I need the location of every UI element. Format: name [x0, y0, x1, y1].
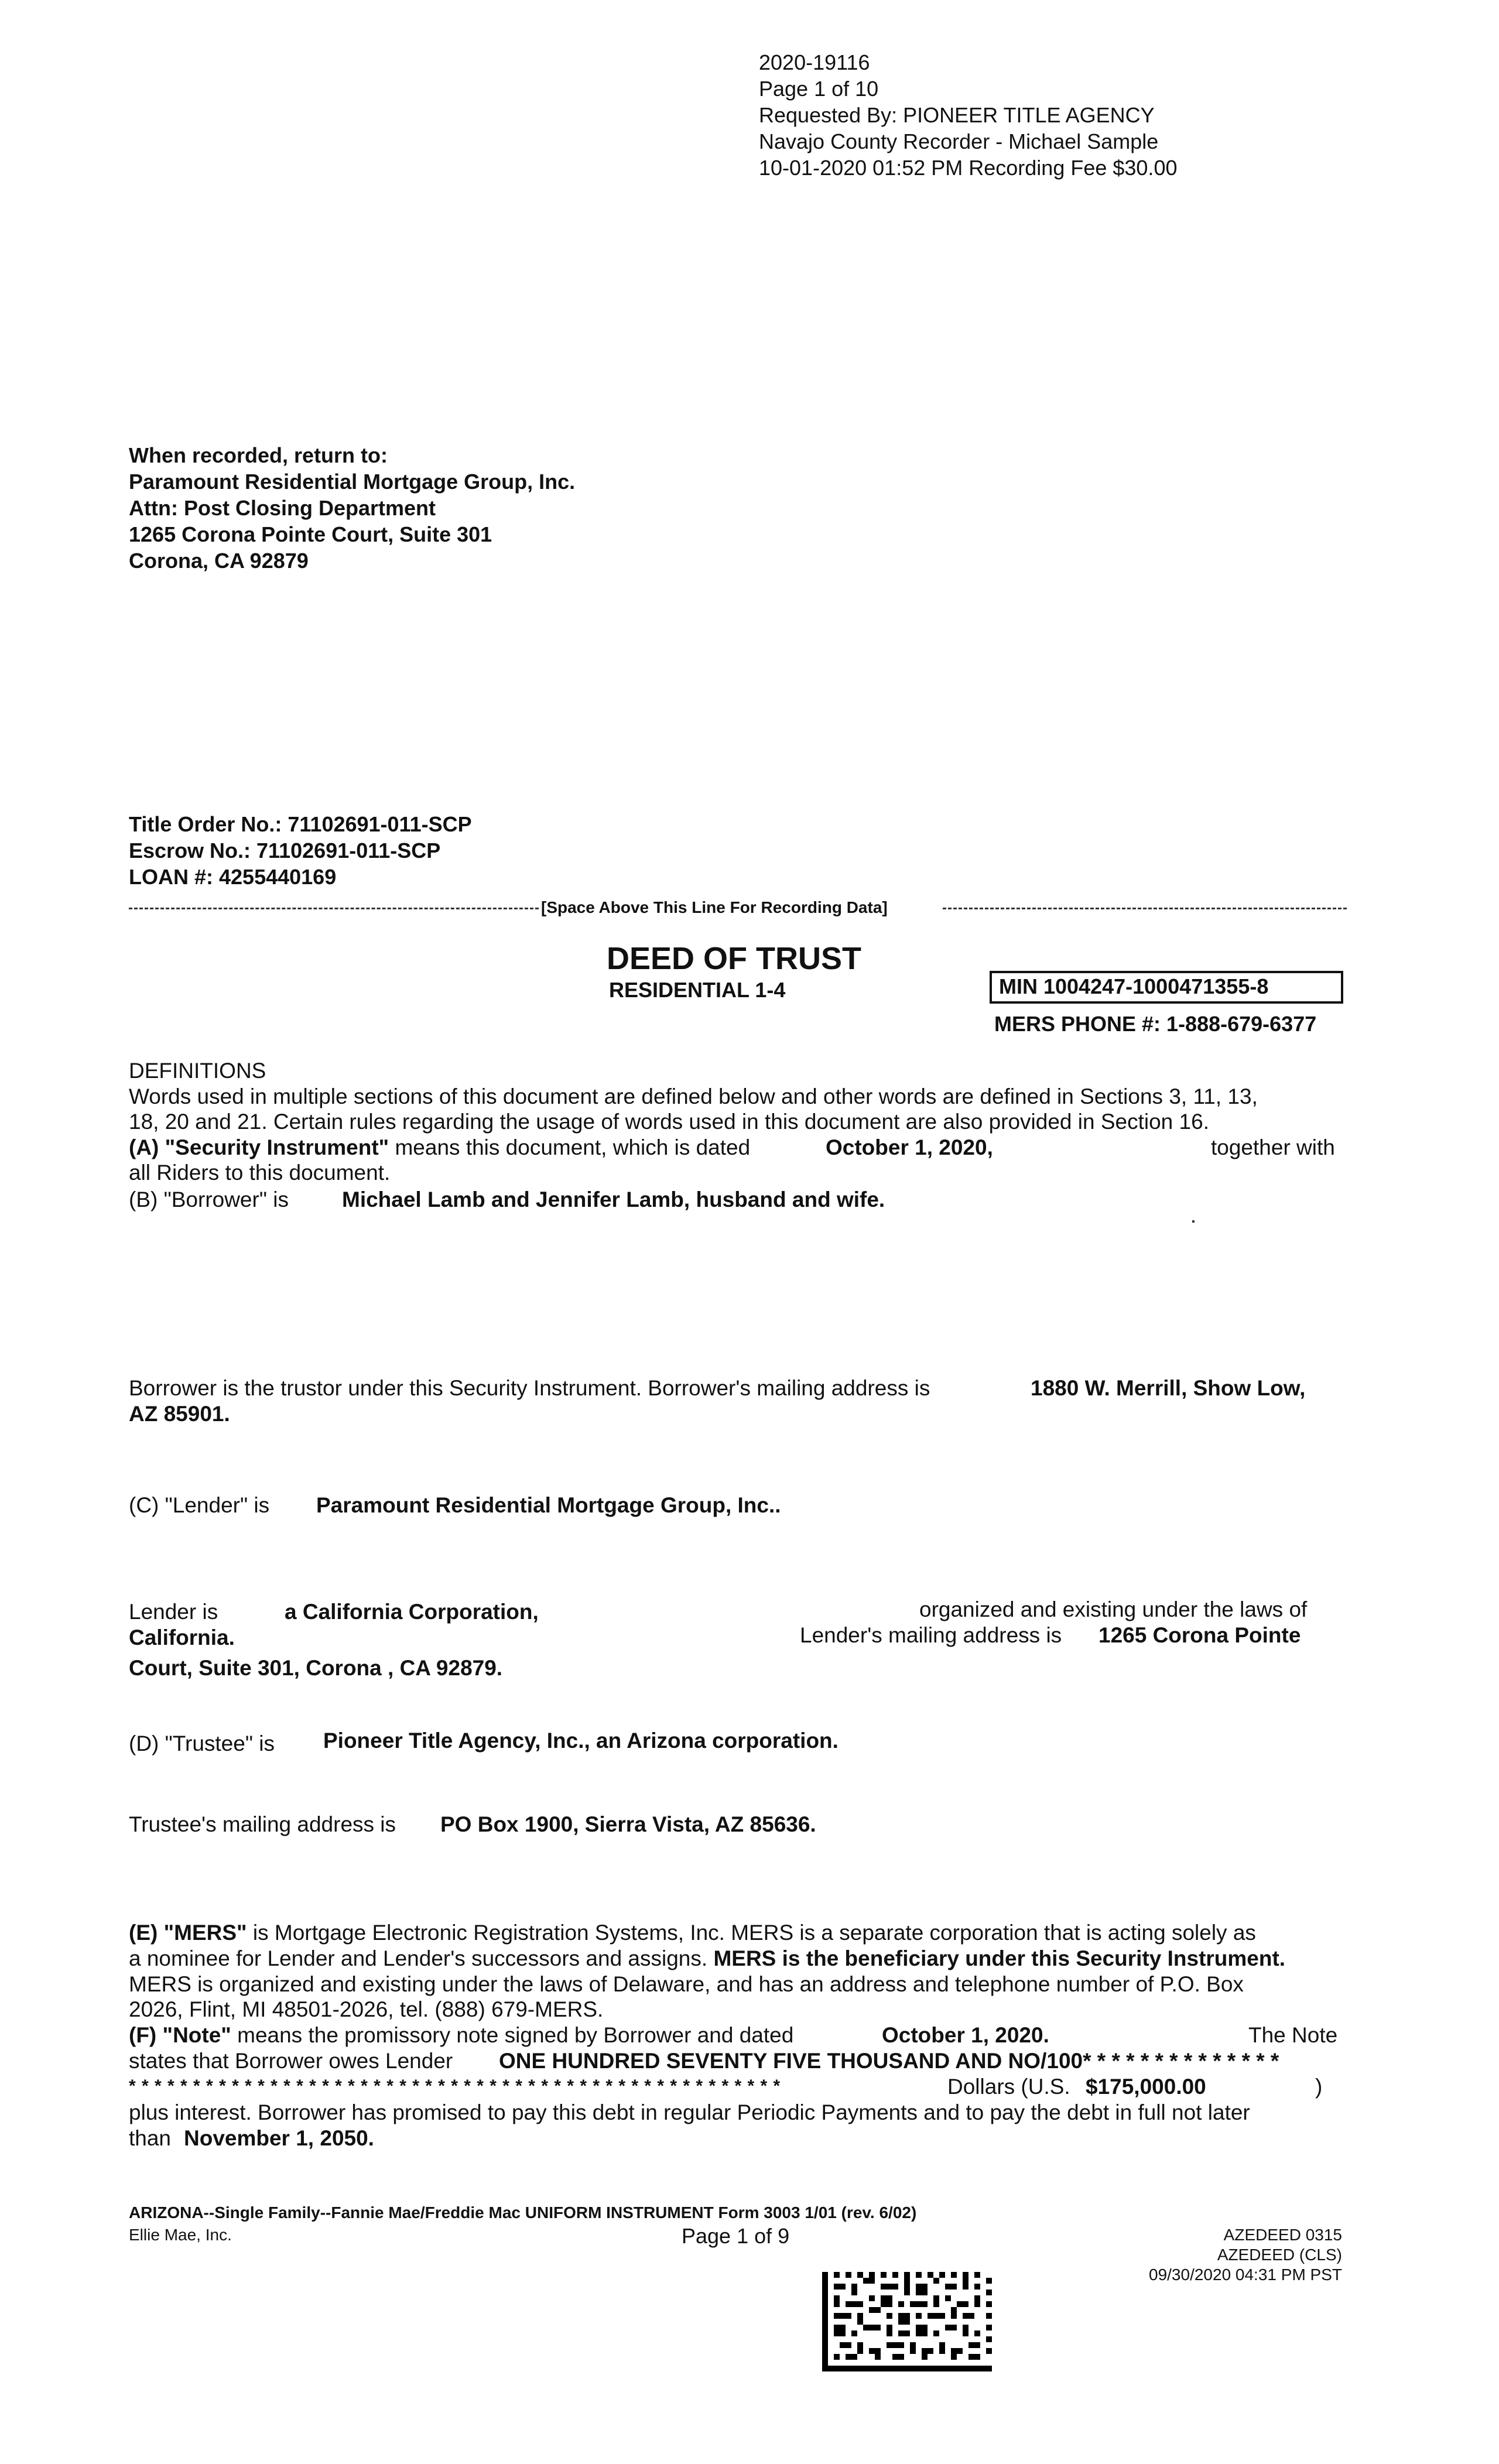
return-to-heading: When recorded, return to:: [129, 443, 388, 467]
note-date: October 1, 2020.: [882, 2023, 1049, 2047]
definition-c-line: [129, 1492, 269, 1518]
footer-form-id: ARIZONA--Single Family--Fannie Mae/Freddie Mac UNIFORM INSTRUMENT Form 3003 1/01 (rev. 6/02): [129, 2203, 917, 2222]
trustee-mailing-text: Trustee's mailing address is: [129, 1812, 396, 1836]
title-order-number: Title Order No.: 71102691-011-SCP: [129, 812, 472, 836]
definition-a-label: (A) "Security Instrument": [129, 1135, 389, 1159]
definition-b-line: [129, 1186, 289, 1213]
definition-b-is: is: [266, 1187, 289, 1212]
definition-c-label: (C) "Lender": [129, 1493, 248, 1517]
definition-e-line-4: 2026, Flint, MI 48501-2026, tel. (888) 679-MERS.: [129, 1997, 604, 2021]
definition-e-label: (E) "MERS": [129, 1921, 247, 1945]
footer-timestamp: 09/30/2020 04:31 PM PST: [1149, 2265, 1342, 2284]
definition-e-line-1: [129, 1919, 1256, 1946]
definitions-intro-line-2: 18, 20 and 21. Certain rules regarding the usage of words used in this document are also provided in Section 16.: [129, 1110, 1209, 1134]
loan-amount-words: ONE HUNDRED SEVENTY FIVE THOUSAND AND NO/100* * * * * * * * * * * * * *: [499, 2049, 1279, 2073]
definition-a-together-with: together with: [1211, 1135, 1335, 1159]
requested-by: Requested By: PIONEER TITLE AGENCY: [759, 103, 1155, 127]
space-above-line-label: [Space Above This Line For Recording Data]: [541, 898, 888, 916]
definition-f-the-note: The Note: [1248, 2023, 1338, 2047]
loan-amount: $175,000.00: [1086, 2075, 1206, 2099]
lender-name: Paramount Residential Mortgage Group, Inc..: [316, 1493, 781, 1517]
county-recorder: Navajo County Recorder - Michael Sample: [759, 129, 1159, 153]
definition-f-line-1: [129, 2022, 793, 2048]
recording-divider-right: [943, 908, 1347, 909]
borrower-names: Michael Lamb and Jennifer Lamb, husband and wife.: [342, 1187, 885, 1212]
lender-mailing-text: Lender's mailing address is: [800, 1623, 1062, 1647]
document-title: DEED OF TRUST: [607, 941, 862, 976]
dollars-label: Dollars (U.S.: [947, 2075, 1070, 2099]
definition-f-label: (F) "Note": [129, 2023, 231, 2047]
order-info-block: [129, 811, 472, 890]
recording-divider-left: [129, 908, 539, 909]
definition-b-label: (B) "Borrower": [129, 1187, 267, 1212]
definition-d-label: (D) "Trustee": [129, 1731, 253, 1755]
definition-e-text-1: is Mortgage Electronic Registration Systems, Inc. MERS is a separate corporation that is acting solely as: [247, 1921, 1256, 1945]
footer-page-number: Page 1 of 9: [682, 2224, 790, 2248]
definition-f-owes-text: states that Borrower owes Lender: [129, 2049, 453, 2073]
footer-code-2: AZEDEED (CLS): [1217, 2246, 1342, 2264]
escrow-number: Escrow No.: 71102691-011-SCP: [129, 839, 441, 863]
definition-e-line-2: [129, 1945, 1285, 1972]
loan-number: LOAN #: 4255440169: [129, 865, 337, 889]
return-to-street: 1265 Corona Pointe Court, Suite 301: [129, 522, 492, 546]
security-instrument-date: October 1, 2020,: [826, 1135, 993, 1159]
stamp-page-count: Page 1 of 10: [759, 77, 879, 101]
lender-is-label: Lender is: [129, 1600, 218, 1624]
maturity-date: November 1, 2050.: [184, 2126, 374, 2150]
datamatrix-barcode: [822, 2272, 992, 2371]
lender-address-line-2: Court, Suite 301, Corona , CA 92879.: [129, 1656, 503, 1680]
borrower-address-line-1: 1880 W. Merrill, Show Low,: [1031, 1376, 1306, 1400]
definition-d-is: is: [252, 1731, 275, 1755]
document-number: 2020-19116: [759, 50, 870, 74]
recording-stamp: [759, 49, 1177, 181]
trustee-address: PO Box 1900, Sierra Vista, AZ 85636.: [440, 1812, 816, 1836]
trustee-name: Pioneer Title Agency, Inc., an Arizona corporation.: [323, 1729, 839, 1753]
return-to-company: Paramount Residential Mortgage Group, Inc.: [129, 470, 576, 494]
lender-address-line-1: 1265 Corona Pointe: [1098, 1623, 1301, 1647]
amount-star-fill: * * * * * * * * * * * * * * * * * * * * * * * * * * * * * * * * * * * * * * * * * * * * * * * * * * *: [129, 2076, 781, 2096]
footer-code-1: AZEDEED 0315: [1223, 2226, 1342, 2244]
borrower-address-line-2: AZ 85901.: [129, 1402, 230, 1426]
return-to-city: Corona, CA 92879: [129, 549, 309, 573]
definition-d-line: [129, 1730, 275, 1757]
document-subtitle: RESIDENTIAL 1-4: [609, 978, 786, 1002]
mers-beneficiary-statement: MERS is the beneficiary under this Security Instrument.: [707, 1946, 1286, 1970]
loan-amount-close-paren: ): [1315, 2075, 1323, 2099]
definitions-heading: DEFINITIONS: [129, 1059, 266, 1083]
definition-a-line-1: [129, 1134, 750, 1161]
definition-f-text: means the promissory note signed by Borrower and dated: [231, 2023, 794, 2047]
borrower-mailing-text: Borrower is the trustor under this Security Instrument. Borrower's mailing address is: [129, 1376, 930, 1400]
mers-phone: MERS PHONE #: 1-888-679-6377: [994, 1012, 1317, 1036]
lender-entity-type: a California Corporation,: [285, 1600, 539, 1624]
definition-e-line-3: MERS is organized and existing under the laws of Delaware, and has an address and telephone number of P.O. Box: [129, 1972, 1244, 1996]
definition-f-than: than: [129, 2126, 172, 2150]
definition-c-is: is: [248, 1493, 270, 1517]
definition-a-text: means this document, which is dated: [389, 1135, 751, 1159]
recording-date-fee: 10-01-2020 01:52 PM Recording Fee $30.00: [759, 156, 1178, 180]
lender-organized-text: organized and existing under the laws of: [919, 1597, 1308, 1621]
footer-vendor: Ellie Mae, Inc.: [129, 2226, 232, 2244]
definitions-intro-line-1: Words used in multiple sections of this document are defined below and other words are defined in Sections 3, 11, 13,: [129, 1084, 1258, 1108]
definition-f-line-4: plus interest. Borrower has promised to pay this debt in regular Periodic Payments and to pay the debt in full not later: [129, 2100, 1250, 2124]
min-number-box: MIN 1004247-1000471355-8: [990, 971, 1343, 1004]
stray-mark: [1192, 1220, 1195, 1223]
definition-a-line-2: all Riders to this document.: [129, 1161, 391, 1185]
return-to-block: [129, 442, 575, 574]
lender-state: California.: [129, 1625, 235, 1649]
return-to-attn: Attn: Post Closing Department: [129, 496, 436, 520]
footer-codes: [1113, 2225, 1342, 2285]
definition-e-text-2: a nominee for Lender and Lender's successors and assigns.: [129, 1946, 708, 1970]
